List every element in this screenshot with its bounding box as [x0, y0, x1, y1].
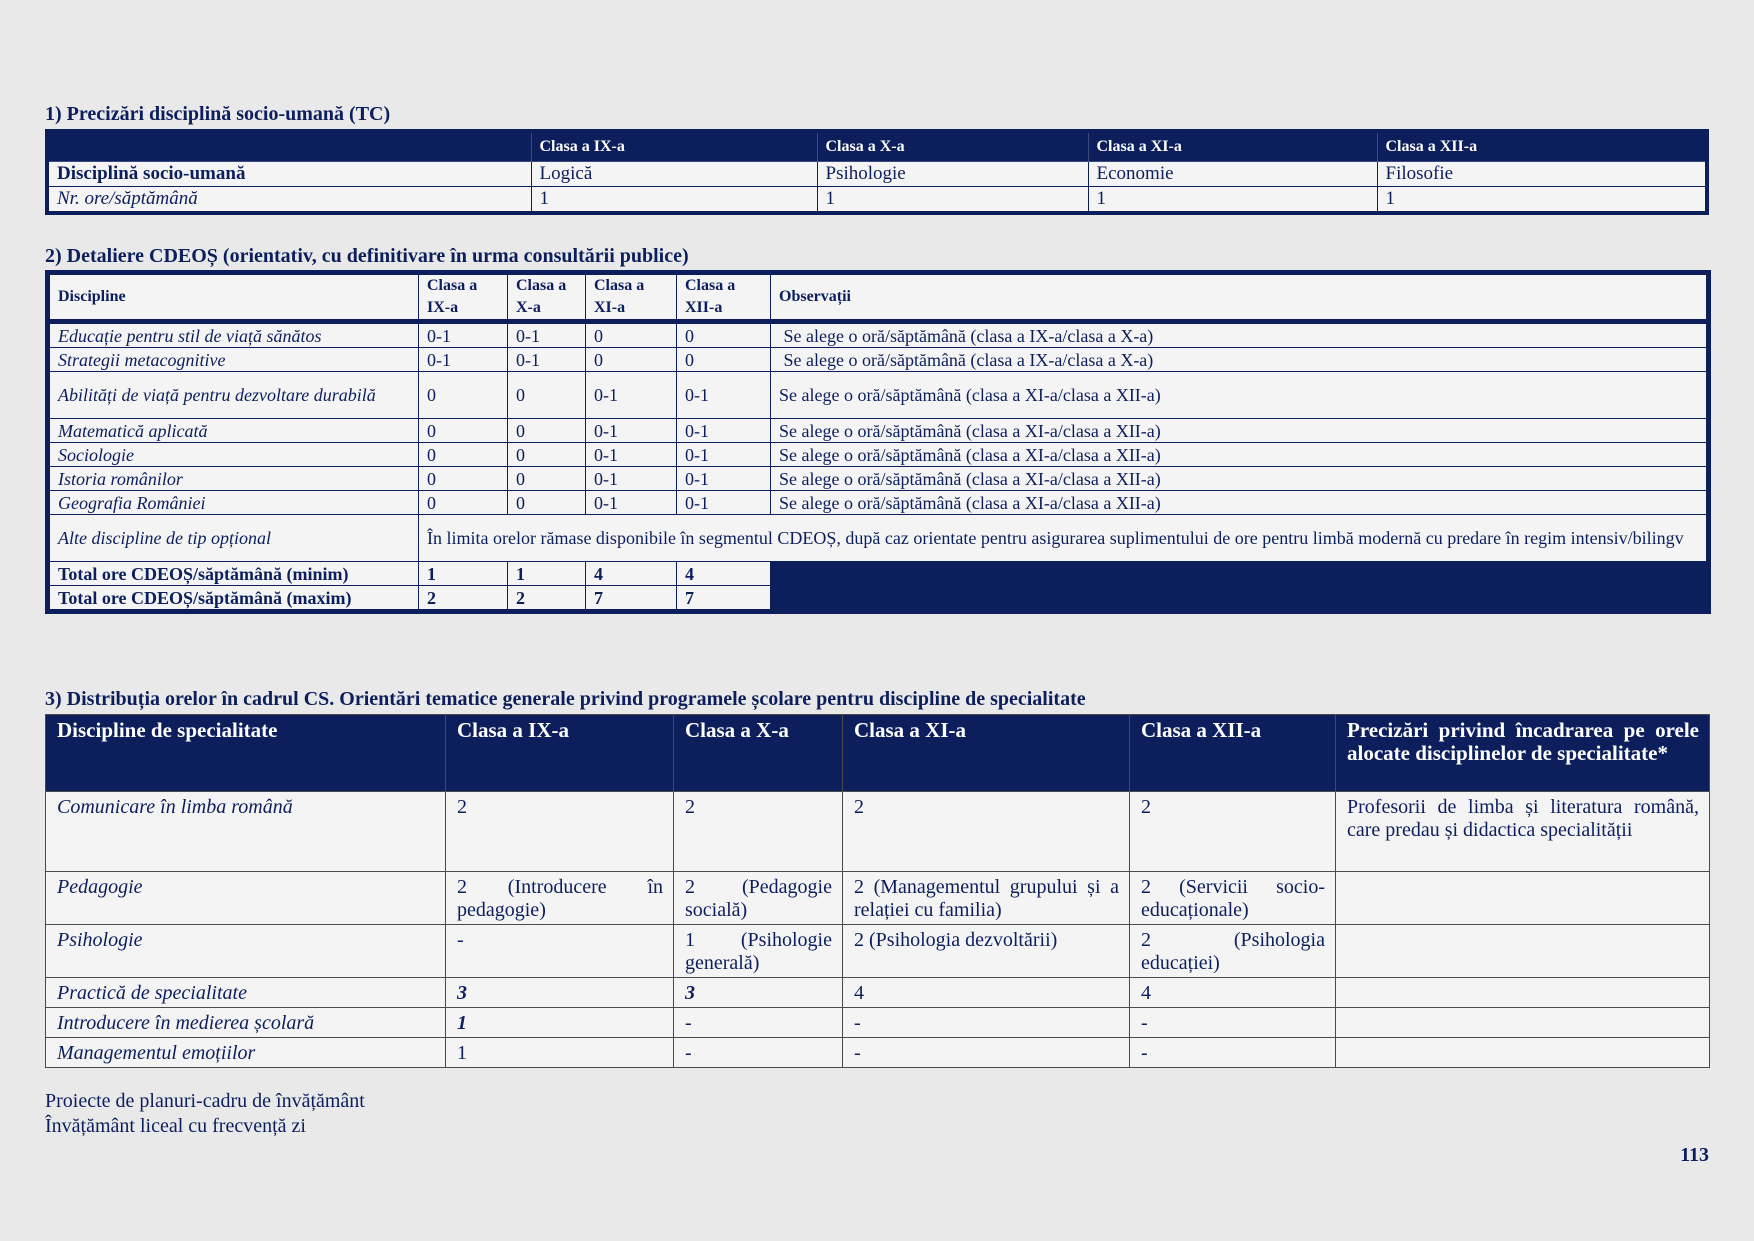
- table-cell: -: [674, 1008, 843, 1038]
- header-cell: Clasa a XII-a: [677, 273, 771, 322]
- table-cell: Logică: [531, 162, 817, 187]
- table-cell: 0: [508, 467, 586, 491]
- header-cell: Precizări privind încadrarea pe orele alocate disciplinelor de specialitate*: [1336, 715, 1710, 792]
- table-cell: 0-1: [586, 372, 677, 419]
- table-row: [48, 322, 1709, 348]
- table-cell: 2 (Managementul grupului și a relației cu familia): [843, 872, 1130, 925]
- table-cell: 0-1: [677, 443, 771, 467]
- table-cell: 1: [446, 1008, 674, 1038]
- table-cell: Psihologie: [817, 162, 1088, 187]
- observation-cell: Se alege o oră/săptămână (clasa a XI-a/clasa a XII-a): [771, 419, 1709, 443]
- table-cell: 2: [1130, 792, 1336, 872]
- table-cell: 0-1: [419, 322, 508, 348]
- table-specialitate: [45, 714, 1710, 1068]
- header-cell: Clasa a IX-a: [419, 273, 508, 322]
- discipline-name: Sociologie: [48, 443, 419, 467]
- total-label: Total ore CDEOȘ/săptămână (maxim): [48, 586, 419, 612]
- table-cell: -: [674, 1038, 843, 1068]
- table-cell: 1: [1088, 187, 1377, 214]
- table-row: [48, 515, 1709, 562]
- table-cell: 0-1: [677, 491, 771, 515]
- table-cell: -: [1130, 1008, 1336, 1038]
- table-cell: 0: [419, 491, 508, 515]
- row-label: Disciplină socio-umană: [47, 162, 531, 187]
- table-cell: [1336, 978, 1710, 1008]
- observation-cell: Se alege o oră/săptămână (clasa a XI-a/clasa a XII-a): [771, 443, 1709, 467]
- table-cell: -: [446, 925, 674, 978]
- table-cell: 0: [677, 348, 771, 372]
- table-row: [46, 792, 1710, 872]
- section1-title: 1) Precizări disciplină socio-umană (TC): [45, 103, 391, 125]
- table-cell: 3: [446, 978, 674, 1008]
- table-cell: 0: [508, 419, 586, 443]
- discipline-name: Pedagogie: [46, 872, 446, 925]
- table-row: [47, 187, 1707, 214]
- header-cell: Discipline: [48, 273, 419, 322]
- header-cell: Observații: [771, 273, 1709, 322]
- table-header-row: [47, 131, 1707, 162]
- discipline-name: Comunicare în limba română: [46, 792, 446, 872]
- table-cell: 2 (Introducere în pedagogie): [446, 872, 674, 925]
- table-cell: 0: [508, 443, 586, 467]
- footer-line-2: Învățământ liceal cu frecvență zi: [45, 1115, 306, 1137]
- table-socio-umana: [45, 129, 1709, 215]
- discipline-name: Practică de specialitate: [46, 978, 446, 1008]
- table-cell: [1336, 872, 1710, 925]
- table-cell: -: [843, 1008, 1130, 1038]
- header-cell: Clasa a IX-a: [531, 131, 817, 162]
- discipline-name: Istoria românilor: [48, 467, 419, 491]
- table-row: [46, 925, 1710, 978]
- table-row: [48, 491, 1709, 515]
- table-cell: 1: [446, 1038, 674, 1068]
- table-cell: 1: [1377, 187, 1707, 214]
- table-cell: [1336, 1038, 1710, 1068]
- discipline-name: Matematică aplicată: [48, 419, 419, 443]
- discipline-name: Alte discipline de tip opțional: [48, 515, 419, 562]
- header-cell: Clasa a IX-a: [446, 715, 674, 792]
- table-row: [46, 1038, 1710, 1068]
- header-cell: Clasa a X-a: [508, 273, 586, 322]
- table-row: [46, 1008, 1710, 1038]
- table-cell: 0-1: [586, 467, 677, 491]
- table-cell: -: [843, 1038, 1130, 1068]
- footer-line-1: Proiecte de planuri-cadru de învățământ: [45, 1090, 365, 1112]
- table-cell: 0-1: [677, 467, 771, 491]
- table-row: [48, 348, 1709, 372]
- table-cell: 2 (Servicii socio-educaționale): [1130, 872, 1336, 925]
- table-cell: 0: [586, 322, 677, 348]
- section2-title: 2) Detaliere CDEOȘ (orientativ, cu definitivare în urma consultării publice): [45, 245, 689, 267]
- table-row: [48, 372, 1709, 419]
- table-cell: -: [1130, 1038, 1336, 1068]
- total-cell: 4: [586, 562, 677, 586]
- discipline-name: Abilități de viață pentru dezvoltare durabilă: [48, 372, 419, 419]
- table-row: [46, 872, 1710, 925]
- total-row: [48, 562, 1709, 586]
- other-disciplines-text: În limita orelor rămase disponibile în segmentul CDEOȘ, după caz orientate pentru asigurarea suplimentului de ore pentru limbă modernă cu predare în regim intensiv/bilingv: [419, 515, 1709, 562]
- table-cell: 0: [419, 419, 508, 443]
- table-cell: 0: [419, 372, 508, 419]
- total-cell: 7: [677, 586, 771, 612]
- header-cell: Clasa a XI-a: [586, 273, 677, 322]
- table-row: [47, 162, 1707, 187]
- total-label: Total ore CDEOȘ/săptămână (minim): [48, 562, 419, 586]
- table-cell: 4: [843, 978, 1130, 1008]
- header-cell: Clasa a X-a: [674, 715, 843, 792]
- header-cell: Clasa a XI-a: [1088, 131, 1377, 162]
- discipline-name: Geografia României: [48, 491, 419, 515]
- table-cell: 1 (Psihologie generală): [674, 925, 843, 978]
- observation-cell: Se alege o oră/săptămână (clasa a XI-a/clasa a XII-a): [771, 491, 1709, 515]
- table-cell: 0-1: [677, 372, 771, 419]
- table-cell: 0: [508, 491, 586, 515]
- table-cell: 0: [586, 348, 677, 372]
- table-header-row: [46, 715, 1710, 792]
- table-cell: 0-1: [586, 491, 677, 515]
- header-cell: [47, 131, 531, 162]
- table-cell: 0-1: [508, 348, 586, 372]
- table-cell: 0-1: [419, 348, 508, 372]
- table-cell: Filosofie: [1377, 162, 1707, 187]
- table-cell: 2: [843, 792, 1130, 872]
- table-row: [48, 443, 1709, 467]
- total-cell: 7: [586, 586, 677, 612]
- table-cell: 0: [677, 322, 771, 348]
- observation-cell: Se alege o oră/săptămână (clasa a IX-a/clasa a X-a): [771, 322, 1709, 348]
- header-cell: Clasa a XII-a: [1130, 715, 1336, 792]
- table-cell: Profesorii de limba și literatura română, care predau și didactica specialității: [1336, 792, 1710, 872]
- table-cell: 4: [1130, 978, 1336, 1008]
- discipline-name: Strategii metacognitive: [48, 348, 419, 372]
- table-cell: 1: [817, 187, 1088, 214]
- discipline-name: Psihologie: [46, 925, 446, 978]
- table-cell: 2 (Psihologia dezvoltării): [843, 925, 1130, 978]
- table-cdeos: [45, 270, 1711, 614]
- table-cell: 1: [531, 187, 817, 214]
- table-cell: 0: [419, 467, 508, 491]
- table-header-row: [48, 273, 1709, 322]
- table-cell: 2 (Psihologia educației): [1130, 925, 1336, 978]
- page-number: 113: [1680, 1144, 1709, 1166]
- table-cell: 0: [419, 443, 508, 467]
- header-cell: Discipline de specialitate: [46, 715, 446, 792]
- total-cell: 2: [419, 586, 508, 612]
- total-cell: 1: [419, 562, 508, 586]
- table-cell: [1336, 1008, 1710, 1038]
- header-cell: Clasa a X-a: [817, 131, 1088, 162]
- header-cell: Clasa a XII-a: [1377, 131, 1707, 162]
- row-label: Nr. ore/săptămână: [47, 187, 531, 214]
- table-cell: 3: [674, 978, 843, 1008]
- discipline-name: Educație pentru stil de viață sănătos: [48, 322, 419, 348]
- table-cell: 0-1: [508, 322, 586, 348]
- table-cell: 0-1: [586, 419, 677, 443]
- table-cell: 2 (Pedagogie socială): [674, 872, 843, 925]
- observation-cell: Se alege o oră/săptămână (clasa a IX-a/clasa a X-a): [771, 348, 1709, 372]
- table-cell: [1336, 925, 1710, 978]
- observation-cell: Se alege o oră/săptămână (clasa a XI-a/clasa a XII-a): [771, 372, 1709, 419]
- table-cell: 2: [674, 792, 843, 872]
- table-row: [46, 978, 1710, 1008]
- table-cell: 2: [446, 792, 674, 872]
- table-row: [48, 467, 1709, 491]
- table-cell: 0-1: [586, 443, 677, 467]
- section3-title: 3) Distribuția orelor în cadrul CS. Orientări tematice generale privind programele școlare pentru discipline de specialitate: [45, 688, 1086, 710]
- table-cell: 0: [508, 372, 586, 419]
- discipline-name: Introducere în medierea școlară: [46, 1008, 446, 1038]
- table-cell: Economie: [1088, 162, 1377, 187]
- observation-cell: Se alege o oră/săptămână (clasa a XI-a/clasa a XII-a): [771, 467, 1709, 491]
- discipline-name: Managementul emoțiilor: [46, 1038, 446, 1068]
- filled-block: [771, 562, 1709, 612]
- total-cell: 2: [508, 586, 586, 612]
- total-cell: 1: [508, 562, 586, 586]
- table-row: [48, 419, 1709, 443]
- header-cell: Clasa a XI-a: [843, 715, 1130, 792]
- total-cell: 4: [677, 562, 771, 586]
- table-cell: 0-1: [677, 419, 771, 443]
